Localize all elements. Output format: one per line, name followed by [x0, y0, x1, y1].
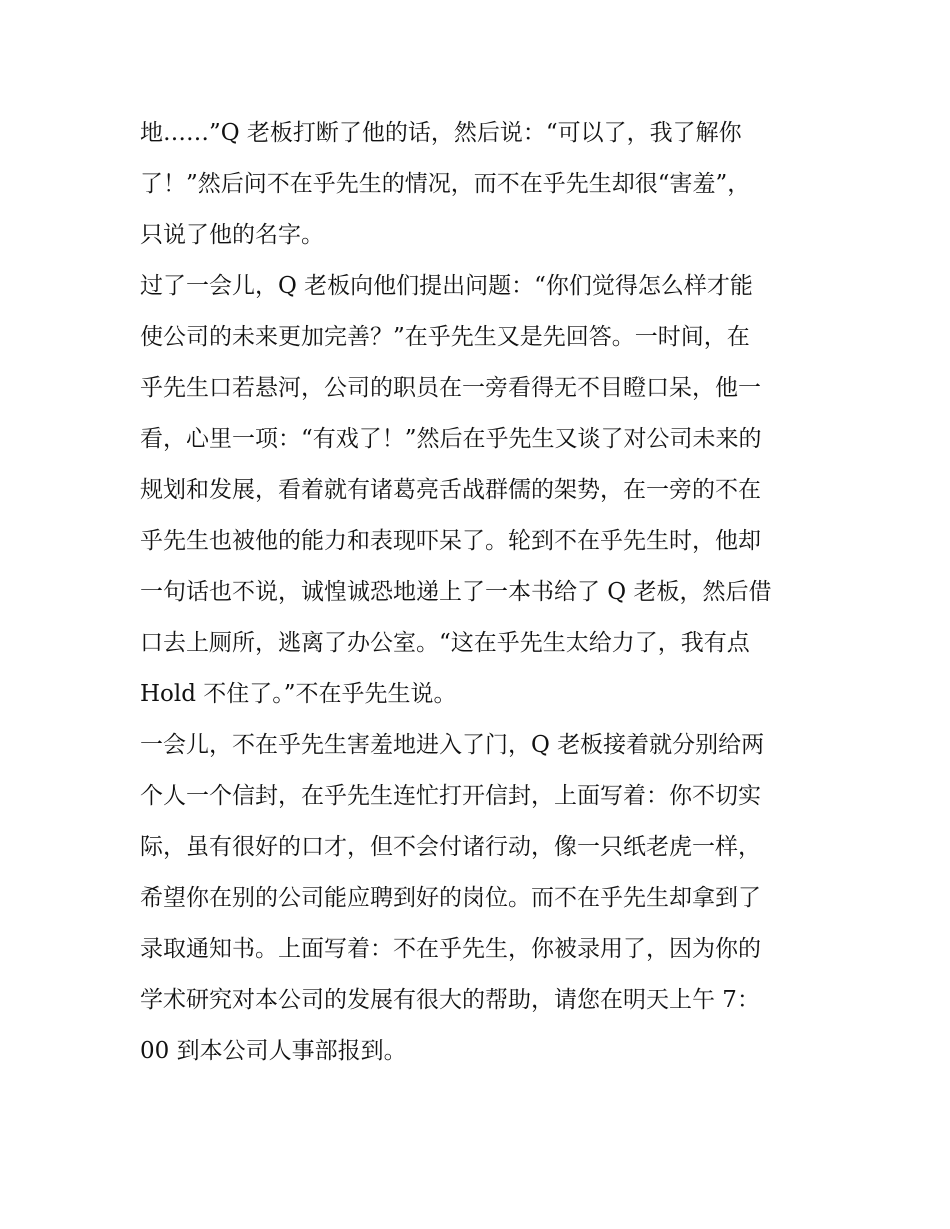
text-line: 口去上厕所，逃离了办公室。“这在乎先生太给力了，我有点: [140, 630, 750, 656]
text-line: 一会儿，不在乎先生害羞地进入了门，Q 老板接着就分别给两: [140, 732, 765, 758]
text-line: 录取通知书。上面写着：不在乎先生，你被录用了，因为你的: [140, 936, 761, 962]
text-line: 乎先生口若悬河，公司的职员在一旁看得无不目瞪口呆，他一: [140, 375, 761, 401]
text-line: 乎先生也被他的能力和表现吓呆了。轮到不在乎先生时，他却: [140, 528, 761, 554]
text-line: 看，心里一项：“有戏了！”然后在乎先生又谈了对公司未来的: [140, 426, 762, 452]
text-line: 过了一会儿，Q 老板向他们提出问题：“你们觉得怎么样才能: [140, 273, 753, 299]
text-line: 一句话也不说，诚惶诚恐地递上了一本书给了 Q 老板，然后借: [140, 579, 772, 605]
text-line: 希望你在别的公司能应聘到好的岗位。而不在乎先生却拿到了: [140, 885, 761, 911]
text-line: 了！”然后问不在乎先生的情况，而不在乎先生却很“害羞”，: [140, 171, 751, 197]
text-line: 只说了他的名字。: [140, 222, 324, 248]
text-line: 00 到本公司人事部报到。: [140, 1038, 407, 1064]
text-line: 个人一个信封，在乎先生连忙打开信封，上面写着：你不切实: [140, 783, 761, 809]
story-text: [140, 108, 820, 1077]
text-line: Hold 不住了。”不在乎先生说。: [140, 681, 457, 707]
text-line: 学术研究对本公司的发展有很大的帮助，请您在明天上午 7：: [140, 987, 760, 1013]
text-line: 规划和发展，看着就有诸葛亮舌战群儒的架势，在一旁的不在: [140, 477, 761, 503]
text-line: 地……”Q 老板打断了他的话，然后说：“可以了，我了解你: [140, 120, 742, 146]
text-line: 使公司的未来更加完善？”在乎先生又是先回答。一时间，在: [140, 324, 750, 350]
text-line: 际，虽有很好的口才，但不会付诸行动，像一只纸老虎一样，: [140, 834, 761, 860]
